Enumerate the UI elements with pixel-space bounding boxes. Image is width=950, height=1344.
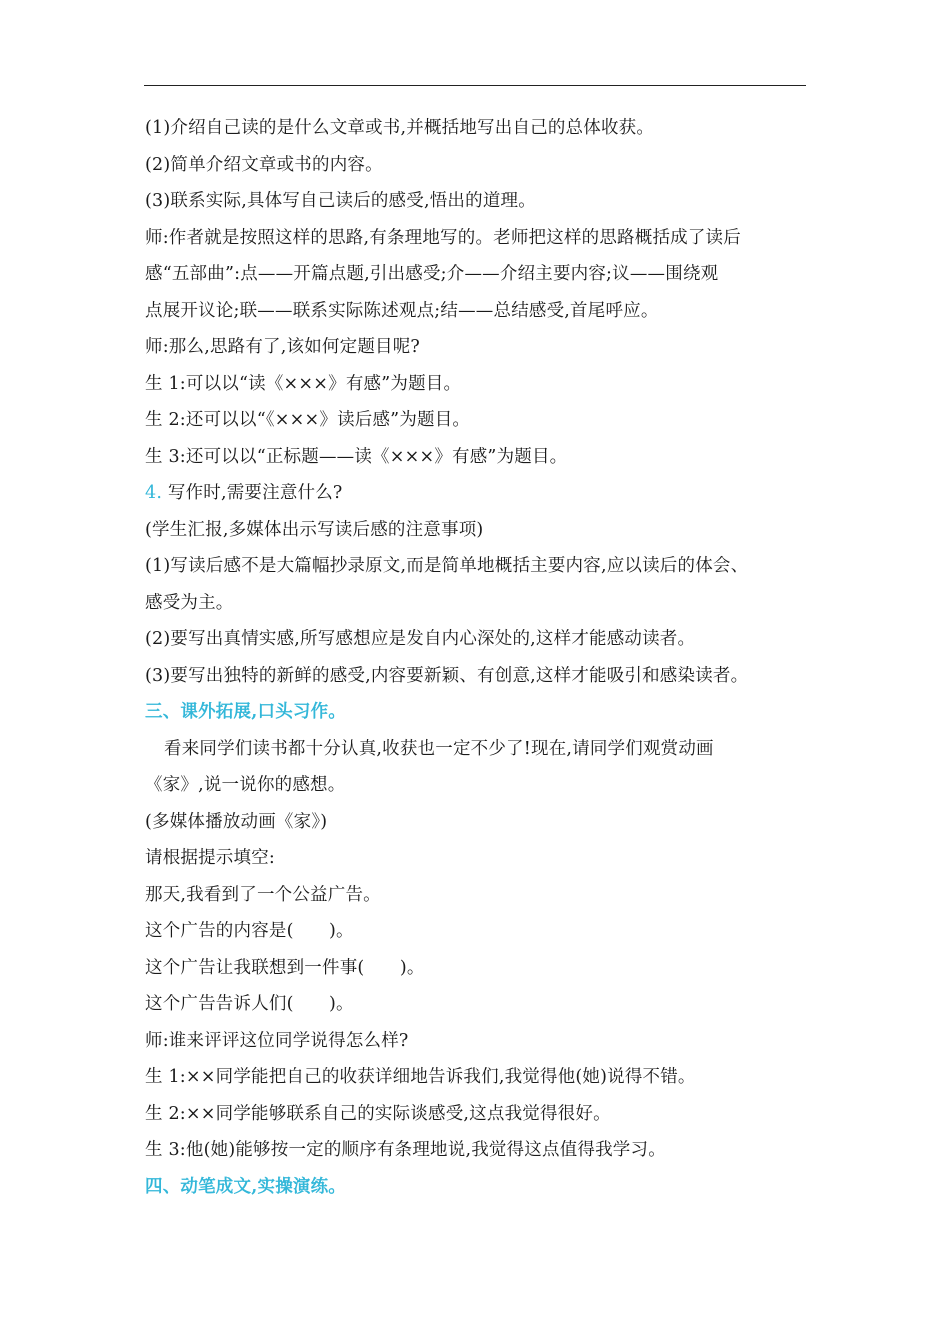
student-2-evaluation: 生 2:××同学能够联系自己的实际谈感受,这点我觉得很好。 xyxy=(145,1103,611,1124)
student-2-title: 生 2:还可以以“《×××》读后感”为题目。 xyxy=(145,410,471,430)
teacher-evaluate-question: 师:谁来评评这位同学说得怎么样? xyxy=(145,1030,409,1051)
student-3-evaluation: 生 3:他(她)能够按一定的顺序有条理地说,我觉得这点值得我学习。 xyxy=(145,1140,666,1160)
step-3-text: (3)联系实际,具体写自己读后的感受,悟出的道理。 xyxy=(145,191,536,211)
teacher-question-title: 师:那么,思路有了,该如何定题目呢? xyxy=(145,337,421,357)
fill-line-1: 那天,我看到了一个公益广告。 xyxy=(145,884,381,905)
item-4-text: 写作时,需要注意什么? xyxy=(167,483,343,503)
teacher-line-1: 师:作者就是按照这样的思路,有条理地写的。老师把这样的思路概括成了读后 xyxy=(145,227,741,248)
section-3-intro-line-2: 《家》,说一说你的感想。 xyxy=(145,775,346,795)
note-2: (2)要写出真情实感,所写感想应是发自内心深处的,这样才能感动读者。 xyxy=(145,629,696,649)
student-1-title: 生 1:可以以“读《×××》有感”为题目。 xyxy=(145,373,462,394)
note-1-line-1: (1)写读后感不是大篇幅抄录原文,而是简单地概括主要内容,应以读后的体会、 xyxy=(145,556,749,576)
note-1-line-2: 感受为主。 xyxy=(145,592,234,613)
header-rule xyxy=(144,85,806,86)
section-3-intro-line-1: 看来同学们读书都十分认真,收获也一定不少了!现在,请同学们观赏动画 xyxy=(164,738,714,759)
multimedia-note: (多媒体播放动画《家》) xyxy=(145,811,328,832)
student-1-evaluation: 生 1:××同学能把自己的收获详细地告诉我们,我觉得他(她)说得不错。 xyxy=(145,1067,696,1087)
item-4-question xyxy=(145,475,810,512)
fill-prompt: 请根据提示填空: xyxy=(145,848,275,868)
item-4-number: 4. xyxy=(145,483,163,503)
note-3: (3)要写出独特的新鲜的感受,内容要新颖、有创意,这样才能吸引和感染读者。 xyxy=(145,665,749,686)
teacher-line-3: 点展开议论;联——联系实际陈述观点;结——总结感受,首尾呼应。 xyxy=(145,300,659,321)
fill-line-2: 这个广告的内容是( )。 xyxy=(145,921,354,941)
step-2-text: (2)简单介绍文章或书的内容。 xyxy=(145,154,383,175)
fill-line-4: 这个广告告诉人们( )。 xyxy=(145,994,354,1014)
teacher-line-2: 感“五部曲”:点——开篇点题,引出感受;介——介绍主要内容;议——围绕观 xyxy=(145,264,719,284)
step-1-text: (1)介绍自己读的是什么文章或书,并概括地写出自己的总体收获。 xyxy=(145,118,655,138)
document-body xyxy=(145,110,810,1205)
student-3-title: 生 3:还可以以“正标题——读《×××》有感”为题目。 xyxy=(145,446,568,467)
fill-line-3: 这个广告让我联想到一件事( )。 xyxy=(145,957,425,978)
section-4-heading: 四、动笔成文,实操演练。 xyxy=(145,1176,346,1197)
student-report-note: (学生汇报,多媒体出示写读后感的注意事项) xyxy=(145,519,484,540)
section-3-heading: 三、课外拓展,口头习作。 xyxy=(145,702,346,722)
